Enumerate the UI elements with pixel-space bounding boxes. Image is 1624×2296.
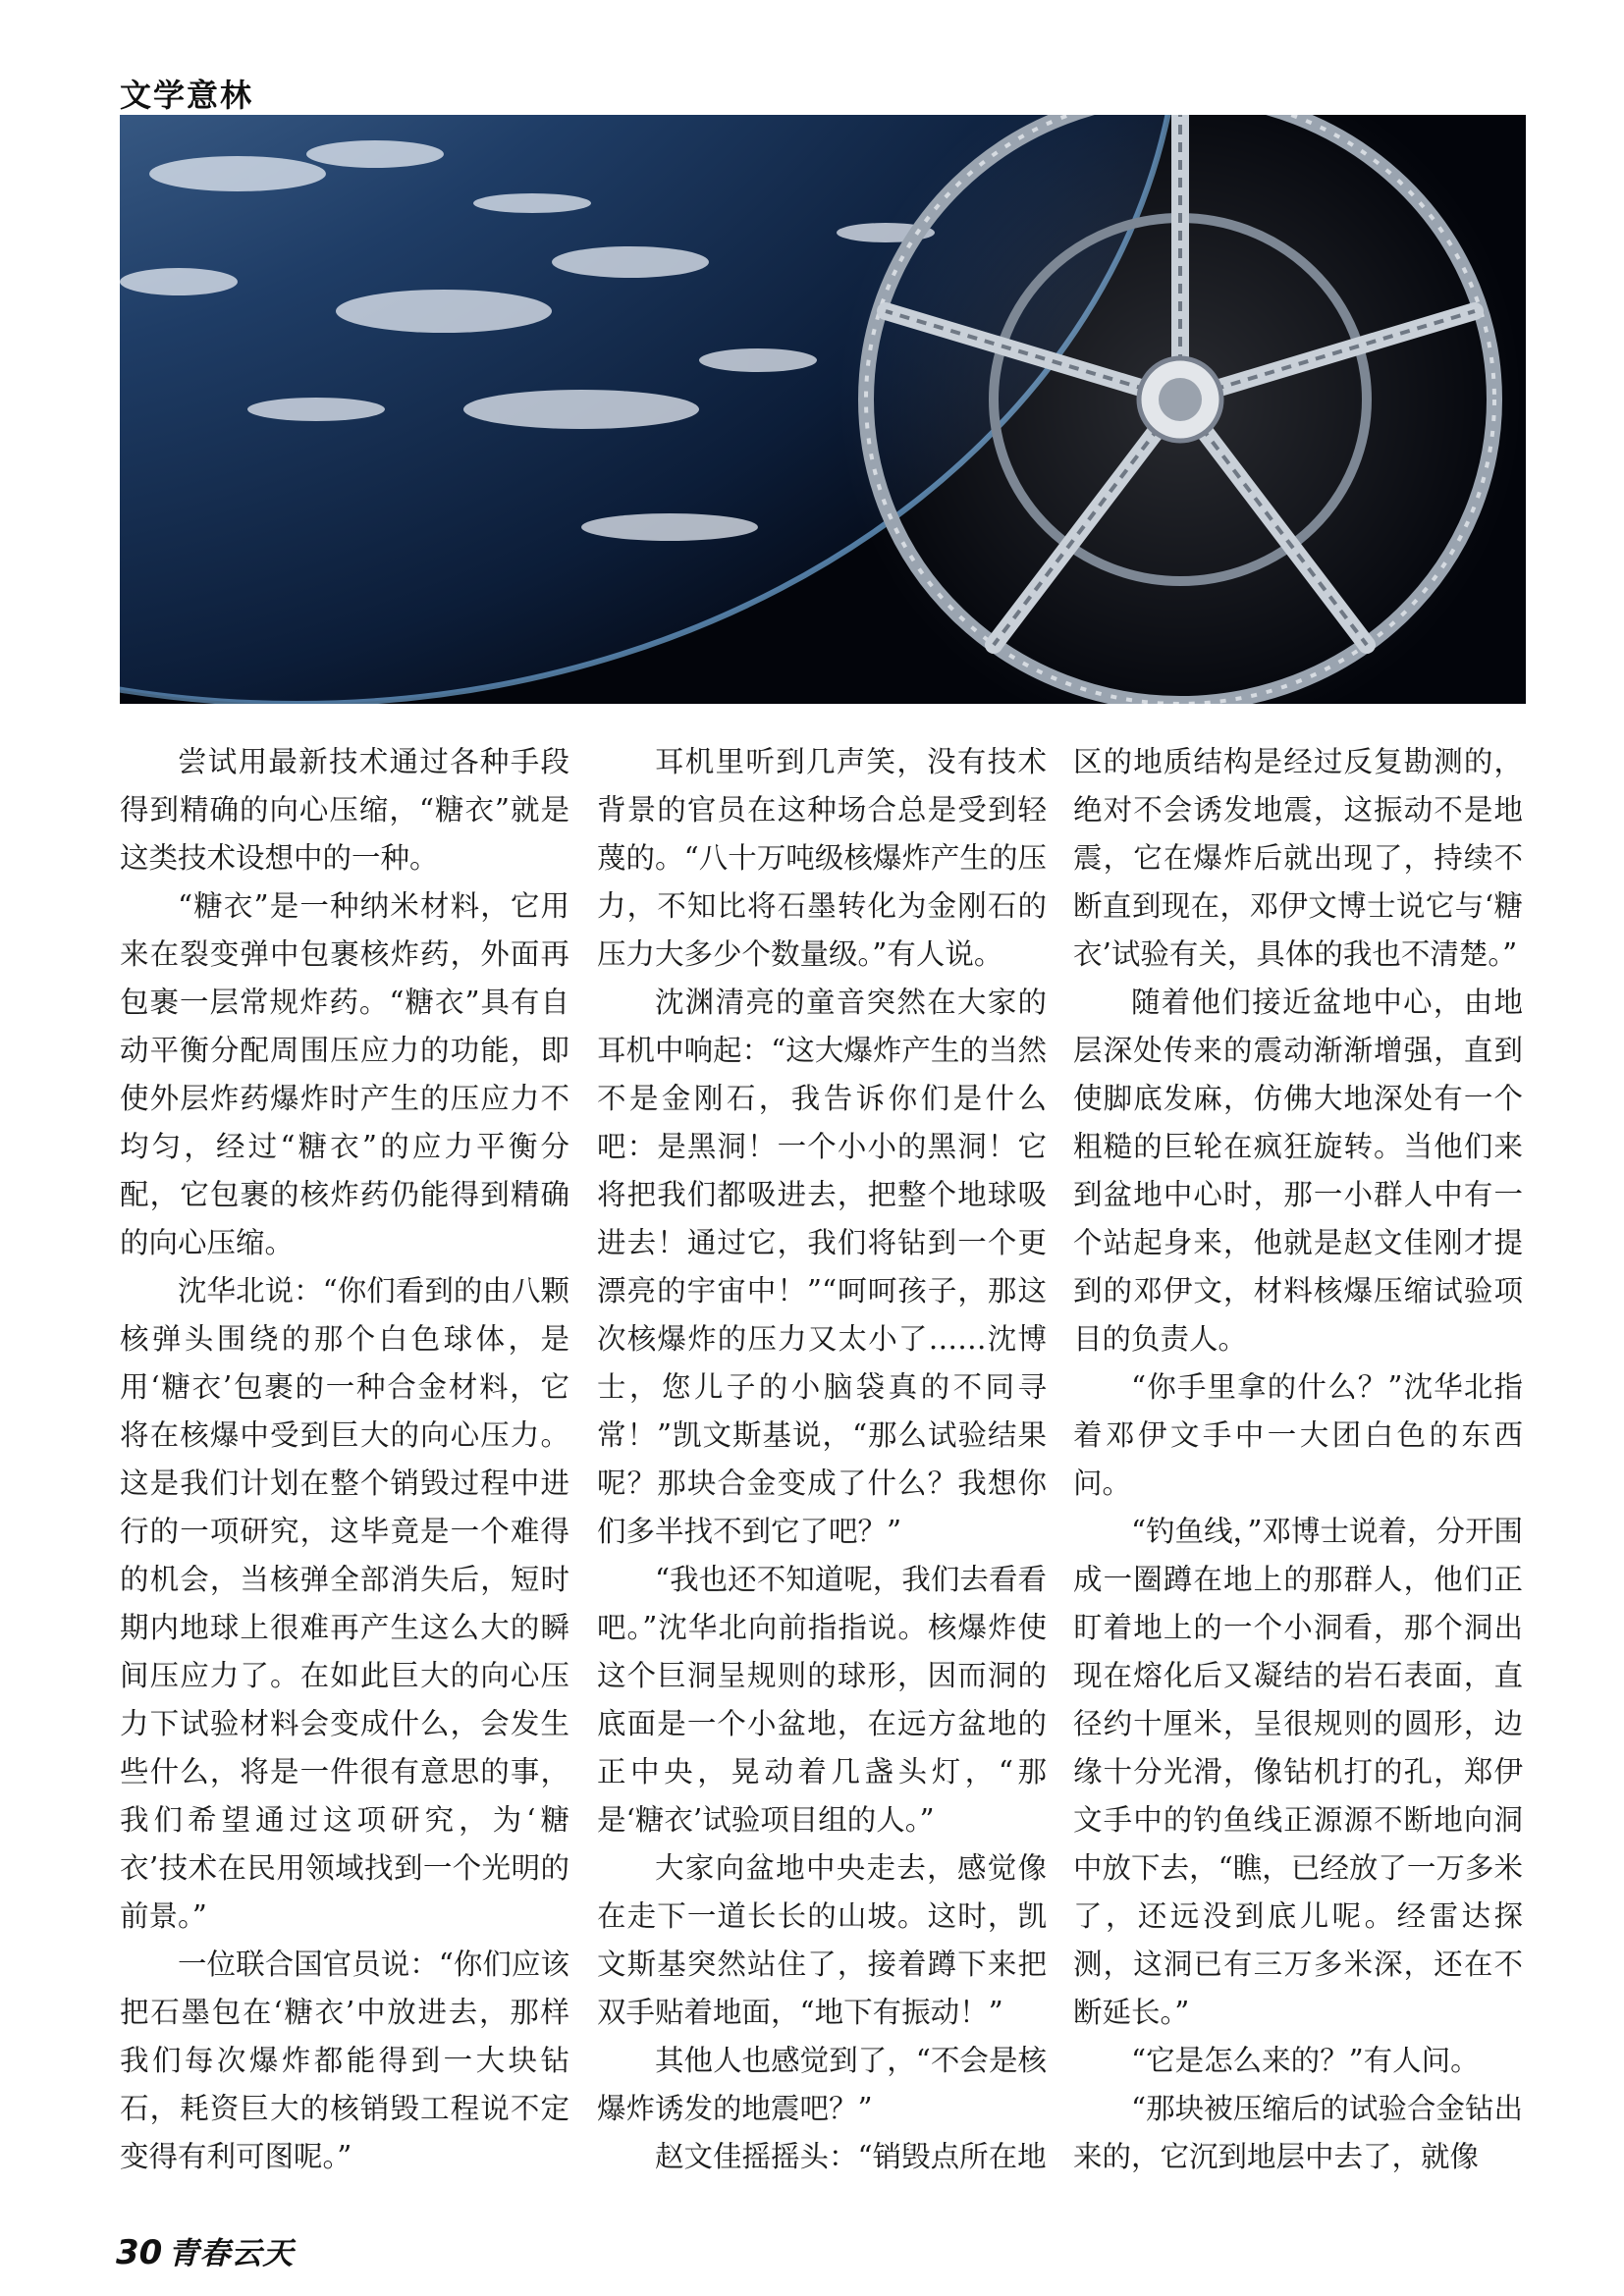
hero-image <box>120 115 1526 704</box>
paragraph: “钓鱼线，”邓博士说着，分开围成一圈蹲在地上的那群人，他们正盯着地上的一个小洞看，那个洞出现在熔化后又凝结的岩石表面，直径约十厘米，呈很规则的圆形，边缘十分光滑，像钻机打的孔，郑伊文手中的钓鱼线正源源不断地向洞中放下去，“瞧，已经放了一万多米了，还远没到底儿呢。经雷达探测，这洞已有三万多米深，还在不断延长。” <box>1073 1515 1523 2029</box>
paragraph: 其他人也感觉到了，“不会是核爆炸诱发的地震吧？” <box>597 2044 1047 2125</box>
magazine-name: 青春云天 <box>168 2236 295 2271</box>
paragraph: “我也还不知道呢，我们去看看吧。”沈华北向前指指说。核爆炸使这个巨洞呈规则的球形，因而洞的底面是一个小盆地，在远方盆地的正中央，晃动着几盏头灯，“那是‘糖衣’试验项目组的人。” <box>597 1563 1047 1837</box>
paragraph: “那块被压缩后的试验合金钻出来的，它沉到地层中去了，就像 <box>1073 2092 1523 2173</box>
paragraph: 区的地质结构是经过反复勘测的，绝对不会诱发地震，这振动不是地震，它在爆炸后就出现了，持续不断直到现在，邓伊文博士说它与‘糖衣’试验有关，具体的我也不清楚。” <box>1073 745 1523 971</box>
paragraph: 一位联合国官员说：“你们应该把石墨包在‘糖衣’中放进去，那样我们每次爆炸都能得到一大块钻石，耗资巨大的核销毁工程说不定变得有利可图呢。” <box>120 1948 569 2173</box>
article-column-3 <box>1073 738 1523 2181</box>
paragraph: 尝试用最新技术通过各种手段得到精确的向心压缩，“糖衣”就是这类技术设想中的一种。 <box>120 745 569 875</box>
paragraph: “糖衣”是一种纳米材料，它用来在裂变弹中包裹核炸药，外面再包裹一层常规炸药。“糖衣”具有自动平衡分配周围压应力的功能，即使外层炸药爆炸时产生的压应力不均匀，经过“糖衣”的应力平衡分配，它包裹的核炸药仍能得到精确的向心压缩。 <box>120 889 569 1259</box>
paragraph: 随着他们接近盆地中心，由地层深处传来的震动渐渐增强，直到使脚底发麻，仿佛大地深处有一个粗糙的巨轮在疯狂旋转。当他们来到盆地中心时，那一小群人中有一个站起身来，他就是赵文佳刚才提到的邓伊文，材料核爆压缩试验项目的负责人。 <box>1073 986 1523 1356</box>
paragraph: 赵文佳摇摇头：“销毁点所在地 <box>655 2140 1047 2173</box>
paragraph: 大家向盆地中央走去，感觉像在走下一道长长的山坡。这时，凯文斯基突然站住了，接着蹲下来把双手贴着地面，“地下有振动！” <box>597 1851 1047 2029</box>
space-station-earth-photo-icon <box>120 115 1526 704</box>
paragraph: “你手里拿的什么？”沈华北指着邓伊文手中一大团白色的东西问。 <box>1073 1370 1523 1500</box>
article-column-2 <box>597 738 1047 2181</box>
paragraph: 沈渊清亮的童音突然在大家的耳机中响起：“这大爆炸产生的当然不是金刚石，我告诉你们是什么吧：是黑洞！一个小小的黑洞！它将把我们都吸进去，把整个地球吸进去！通过它，我们将钻到一个更漂亮的宇宙中！”“呵呵孩子，那这次核爆炸的压力又太小了……沈博士，您儿子的小脑袋真的不同寻常！”凯文斯基说，“那么试验结果呢？那块合金变成了什么？我想你们多半找不到它了吧？” <box>597 986 1047 1548</box>
paragraph: 耳机里听到几声笑，没有技术背景的官员在这种场合总是受到轻蔑的。“八十万吨级核爆炸产生的压力，不知比将石墨转化为金刚石的压力大多少个数量级。”有人说。 <box>597 745 1047 971</box>
page-footer <box>116 2228 294 2272</box>
article-column-1 <box>120 738 569 2181</box>
page-number: 30 <box>116 2233 163 2272</box>
paragraph: “它是怎么来的？”有人问。 <box>1131 2044 1480 2077</box>
section-title: 文学意林 <box>120 77 254 114</box>
paragraph: 沈华北说：“你们看到的由八颗核弹头围绕的那个白色球体，是用‘糖衣’包裹的一种合金材料，它将在核爆中受到巨大的向心压力。这是我们计划在整个销毁过程中进行的一项研究，这毕竟是一个难得的机会，当核弹全部消失后，短时期内地球上很难再产生这么大的瞬间压应力了。在如此巨大的向心压力下试验材料会变成什么，会发生些什么，将是一件很有意思的事，我们希望通过这项研究，为‘糖衣’技术在民用领域找到一个光明的前景。” <box>120 1274 569 1933</box>
